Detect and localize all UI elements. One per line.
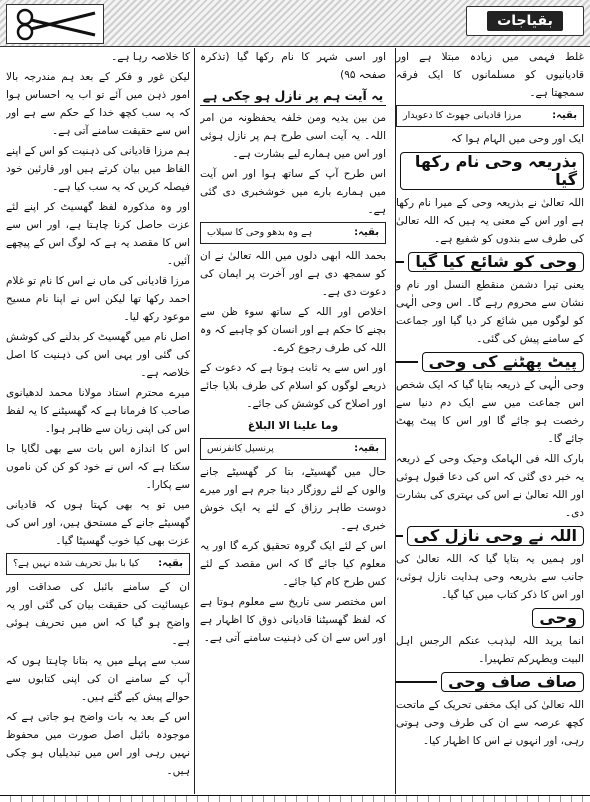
subheading xyxy=(396,152,584,190)
paragraph: اور اسی شہر کا نام رکھا گیا (تذکرہ صفحہ ۹۵) xyxy=(200,51,386,81)
paragraph: بحمد اللہ ابھی دلوں میں اللہ تعالیٰ نے ان کو سمجھ دی ہے اور آخرت پر ایمان کی دعوت دی ہے۔ xyxy=(200,250,386,298)
closing-line: وما علینا الا البلاغ xyxy=(247,420,339,432)
paragraph: اور ہمیں یہ بتایا گیا کہ اللہ تعالیٰ کی جانب سے بذریعہ وحی ہدایت نازل ہوئی، اور اس کا ذکر کتاب میں کیا گیا۔ xyxy=(396,553,584,601)
paragraph: اس مختصر سی تاریخ سے معلوم ہوتا ہے کہ لفظ گھسیٹنا قادیانی ذوق کا اظہار ہے اور اس سے ان کی ذہنیت سامنے آتی ہے۔ xyxy=(200,596,386,644)
subheading-text: وحی xyxy=(532,608,584,628)
paragraph: لیکن غور و فکر کے بعد ہم مندرجہ بالا امور ذہن میں آئے تو اب یہ احساس ہوا کہ یہ سب کچھ خدا کے حکم سے ہے اور اس سے حقیقت سامنے آتی ہے۔ xyxy=(6,71,190,137)
subheading-text: پیٹ پھٹنے کی وحی xyxy=(422,352,584,372)
paragraph: کا خلاصہ رہا ہے۔ xyxy=(111,51,190,63)
column-middle xyxy=(200,48,386,794)
continuation-box xyxy=(200,438,386,460)
continuation-title: کیا با بیل تحریف شدہ نہیں ہے؟ xyxy=(13,558,140,569)
subheading-text: وحی کو شائع کیا گیا xyxy=(408,252,584,272)
continuation-title: ہے وہ بدھو وحی کا سیلاب xyxy=(207,227,313,238)
footer-rule xyxy=(0,795,590,802)
paragraph: اصل نام میں گھسیٹ کر بدلنے کی کوشش کی گئی اور یہی اس کی ذہنیت کا اصل خلاصہ ہے۔ xyxy=(6,331,190,379)
paragraph: اس کا اندازہ اس بات سے بھی لگایا جا سکتا ہے کہ اس نے خود کو کن کن ناموں سے پکارا۔ xyxy=(6,443,190,491)
paragraph: اللہ تعالیٰ کی ایک مخفی تحریک کے ماتحت کچھ عرصہ سے ان کی طرف وحی ہوتی رہی، اور انہوں نے اس کا اظہار کیا۔ xyxy=(396,699,584,747)
continuation-label: بقیہ: xyxy=(354,227,379,238)
paragraph: اس طرح آپ کے ساتھ ہوا اور اس آیت میں ہمارے بارے میں خوشخبری دی گئی ہے۔ xyxy=(200,168,386,216)
paragraph: اس کے بعد یہ بات واضح ہو جاتی ہے کہ موجودہ بائبل اصل صورت میں محفوظ نہیں رہی اور اس میں تبدیلیاں ہو چکی ہیں۔ xyxy=(6,711,190,777)
paragraph: ان کے سامنے بائبل کی صداقت اور عیسائیت کی حقیقت بیان کی گئی اور یہ واضح ہو گیا کہ اس میں تحریف ہوئی ہے۔ xyxy=(6,581,190,647)
subheading xyxy=(396,672,584,692)
paragraph: میں تو یہ بھی کہتا ہوں کہ قادیانی گھسیٹے جانے کے مستحق ہیں، اور اس کی عزت بھی کیا خوب گھسیٹا گیا۔ xyxy=(6,499,190,547)
continuation-label: بقیہ: xyxy=(552,110,577,121)
section-title-box xyxy=(466,6,584,36)
paragraph: وحی الٰہی کے ذریعہ بتایا گیا کہ ایک شخص اس جماعت میں سے ایک دم دنیا سے رخصت ہو جائے گا اور اس کا پیٹ پھٹ جائے گا۔ xyxy=(396,379,584,445)
paragraph: حال میں گھسیٹے، بتا کر گھسیٹے جانے والوں کے لئے روزگار دینا جرم ہے اور میرے دوست طاہر رزاق کے لئے یہ ایک خوش خبری ہے۔ xyxy=(200,466,386,532)
paragraph: اللہ تعالیٰ نے بذریعہ وحی کے میرا نام رکھا ہے اور اس کے معنی یہ ہیں کہ اللہ تعالیٰ کی طرف سے بندوں کو شفیع ہے۔ xyxy=(396,197,584,245)
subheading-text: صاف صاف وحی xyxy=(441,672,584,692)
paragraph: من بین یدیہ ومن خلفہ یحفظونہ من امر اللہ۔ یہ آیت اسی طرح ہم پر نازل ہوئی اور اس میں ہمارے لیے بشارت ہے۔ xyxy=(200,112,386,160)
continuation-box xyxy=(6,553,190,575)
subheading xyxy=(396,526,584,546)
subheading-text: اللہ نے وحی نازل کی xyxy=(407,526,584,546)
paragraph: غلط فہمی میں زیادہ مبتلا ہے اور قادیانیوں کو مسلمانوں کا ایک فرقہ سمجھتا ہے۔ xyxy=(396,51,584,99)
continuation-title: مرزا قادیانی جھوٹ کا دعویدار xyxy=(403,110,522,121)
page-title: بقیاجات xyxy=(487,11,563,31)
paragraph: مرزا قادیانی کی ماں نے اس کا نام تو غلام احمد رکھا تھا لیکن اس نے اپنا نام مسیح موعود رکھ لیا۔ xyxy=(6,275,190,323)
continuation-title: پرنسپل کانفرنس xyxy=(207,443,274,454)
paragraph: یعنی تیرا دشمن منقطع النسل اور نام و نشان سے محروم رہے گا۔ اس وحی الٰہی کو لوگوں میں شائع کر دیا گیا اور جماعت کے سامنے پیش کی گئی۔ xyxy=(396,279,584,345)
continuation-box xyxy=(396,105,584,127)
paragraph: سب سے پہلے میں یہ بتانا چاہتا ہوں کہ آپ کے سامنے ان کی اپنی کتابوں سے حوالے پیش کیے گئے ہیں۔ xyxy=(6,655,190,703)
paragraph: اور اس سے یہ ثابت ہوتا ہے کہ دعوت کے ذریعے لوگوں کو اسلام کی طرف بلایا جائے اور اصلاح کی کوشش کی جائے۔ xyxy=(200,362,386,410)
subheading-text: بذریعہ وحی نام رکھا گیا xyxy=(400,152,584,190)
paragraph: میرے محترم استاد مولانا محمد لدھیانوی صاحب کا فرمانا ہے کہ گھسیٹنے کا یہ لفظ اس کی اپنی زبان سے ظاہر ہوا۔ xyxy=(6,387,190,435)
paragraph: بارک اللہ فی الہامک وحیک وحی کے ذریعہ یہ خبر دی گئی کہ اس کی دعا قبول ہوئی اور اللہ تعالیٰ نے اس کی بہتری کی بشارت دی۔ xyxy=(396,453,584,519)
subheading xyxy=(396,608,584,628)
subheading-text: یہ آیت ہم پر نازل ہو چکی ہے xyxy=(200,87,386,106)
paragraph: ہم مرزا قادیانی کی ذہنیت کو اس کے اپنے الفاظ میں بیان کرتے ہیں اور قارئین خود فیصلہ کریں کہ یہ سب کیا ہے۔ xyxy=(6,145,190,193)
column-divider xyxy=(194,48,195,794)
subheading xyxy=(396,252,584,272)
paragraph: اس کے لئے ایک گروہ تحقیق کرے گا اور یہ معلوم کیا جائے گا کہ اس مقصد کے لئے کس طرح کام کیا جائے۔ xyxy=(200,540,386,588)
continuation-box xyxy=(200,222,386,244)
column-right xyxy=(396,48,584,794)
paragraph: انما یرید اللہ لیذہب عنکم الرجس اہل البیت ویطہرکم تطہیرا۔ xyxy=(396,635,584,665)
paragraph: اور وہ مذکورہ لفظ گھسیٹ کر اپنے لئے عزت حاصل کرنا چاہتا ہے، اور اس سے اس کا مقصد یہ ہے کہ لوگ اس کے پیچھے آئیں۔ xyxy=(6,201,190,267)
paragraph: اخلاص اور اللہ کے ساتھ سوء ظن سے بچنے کا حکم ہے اور انسان کو چاہیے کہ وہ اللہ کی طرف رجوع کرے۔ xyxy=(200,306,386,354)
continuation-label: بقیہ: xyxy=(158,558,183,569)
subheading xyxy=(396,352,584,372)
column-left xyxy=(6,48,190,794)
header-strip xyxy=(0,0,590,47)
paragraph: ایک اور وحی میں الہام ہوا کہ xyxy=(450,133,584,145)
continuation-label: بقیہ: xyxy=(354,443,379,454)
scissors-icon xyxy=(6,4,104,44)
